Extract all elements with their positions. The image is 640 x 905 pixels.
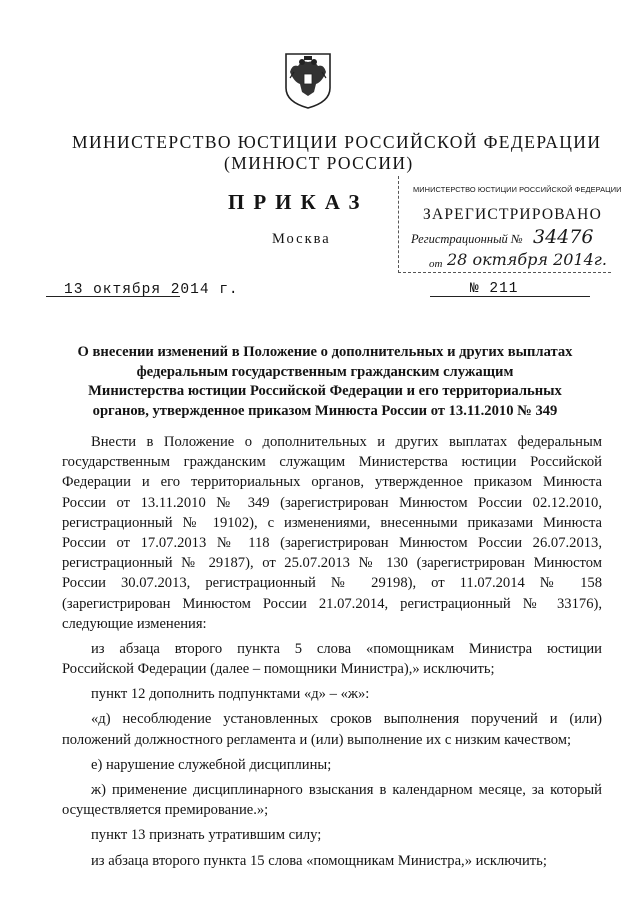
body-line: Внести в Положение о дополнительных и других выплатах федеральным <box>91 434 602 450</box>
body-line: из абзаца второго пункта 5 слова «помощникам Министра юстиции <box>91 640 602 657</box>
body-line: России от 17.07.2013 № 118 (зарегистрирован Минюстом России 26.07.2013, <box>62 534 602 551</box>
title-line: О внесении изменений в Положение о дополнительных и других выплатах <box>77 344 573 360</box>
title-line: федеральным государственным гражданским служащим <box>136 363 514 380</box>
body-line: Федерации и его территориальных органов, утвержденное приказом Минюста <box>62 474 602 491</box>
ministry-short-name: (МИНЮСТ РОССИИ) <box>224 153 414 173</box>
document-type: ПРИКАЗ <box>228 190 369 214</box>
body-line: «д) несоблюдение установленных сроков выполнения поручений и (или) <box>91 711 602 728</box>
city: Москва <box>272 231 331 247</box>
body-line: следующие изменения: <box>62 615 207 632</box>
body-line: положений должностного регламента и (или) выполнение их с низким качеством; <box>62 731 572 748</box>
registration-stamp <box>398 176 622 273</box>
body-line: регистрационный № 29187), от 25.07.2013 № 130 (зарегистрирован Минюстом <box>62 555 602 572</box>
stamp-organization: МИНИСТЕРСТВО ЮСТИЦИИ РОССИЙСКОЙ ФЕДЕРАЦИИ <box>413 185 622 194</box>
order-date-underline <box>46 296 180 297</box>
stamp-status: ЗАРЕГИСТРИРОВАНО <box>423 206 602 223</box>
order-body <box>62 432 602 871</box>
stamp-number-label: Регистрационный № <box>411 232 523 246</box>
body-line: пункт 13 признать утратившим силу; <box>91 827 322 844</box>
title-line: Министерства юстиции Российской Федерации и его территориальных <box>88 383 562 400</box>
body-line: из абзаца второго пункта 15 слова «помощникам Министра,» исключить; <box>91 852 547 869</box>
stamp-date-label: от <box>429 258 443 270</box>
body-line: (зарегистрирован Минюстом России 21.07.2014, регистрационный № 33176), <box>62 595 602 612</box>
russian-coat-of-arms-icon <box>282 48 334 110</box>
ministry-name: МИНИСТЕРСТВО ЮСТИЦИИ РОССИЙСКОЙ ФЕДЕРАЦИИ <box>72 132 602 152</box>
body-line: ж) применение дисциплинарного взыскания в календарном месяце, за который <box>91 782 602 798</box>
order-title <box>60 343 590 421</box>
body-line: регистрационный № 19102), с изменениями, внесенными приказами Минюста <box>62 514 602 531</box>
title-line: органов, утвержденное приказом Минюста России от 13.11.2010 № 349 <box>92 402 558 419</box>
stamp-number-value: 34476 <box>533 226 594 248</box>
stamp-date-value: 28 октября 2014г. <box>447 250 607 269</box>
body-line: государственным гражданским служащим Министерства юстиции Российской <box>62 454 602 471</box>
body-line: е) нарушение служебной дисциплины; <box>91 756 332 773</box>
body-line: осуществляется премирование.»; <box>62 802 269 819</box>
body-line: России 30.07.2013, регистрационный № 29198), от 11.07.2014 № 158 <box>62 575 602 592</box>
order-number: № 211 <box>470 281 519 297</box>
body-line: Российской Федерации (далее – помощники Министра),» исключить; <box>62 661 495 678</box>
order-date: 13 октября 2014 г. <box>64 282 239 298</box>
order-number-underline <box>430 296 590 297</box>
body-line: пункт 12 дополнить подпунктами «д» – «ж»: <box>91 686 370 703</box>
body-line: России от 13.11.2010 № 349 (зарегистрирован Минюстом России 02.12.2010, <box>62 494 602 511</box>
